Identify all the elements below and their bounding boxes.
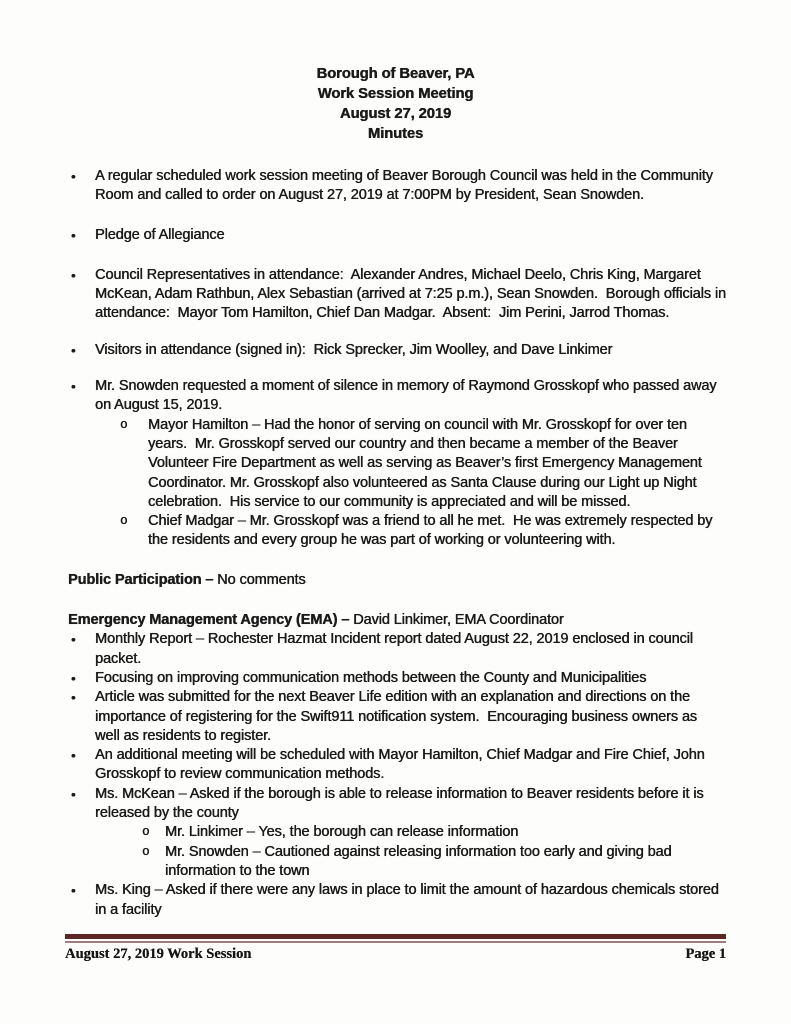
text-line: Coordinator. Mr. Grosskopf also volunteered as Santa Clause during our Light up Night (148, 474, 697, 491)
text-line: on August 15, 2019. (95, 397, 223, 414)
text-line: Mr. Snowden – Cautioned against releasing information too early and giving bad (165, 843, 672, 860)
bullet-item (68, 785, 791, 824)
bullet-marker: o (142, 825, 150, 840)
text-line: Visitors in attendance (signed in): Rick Sprecker, Jim Woolley, and Dave Linkimer (95, 341, 613, 358)
document-title (0, 64, 791, 144)
bullet-item (68, 630, 791, 669)
bullet-item (68, 341, 791, 360)
page-footer (65, 934, 726, 963)
bullet-item (68, 746, 791, 785)
bullet-marker: o (142, 844, 150, 859)
text-line: Volunteer Fire Department as well as serving as Beaver’s first Emergency Management (148, 455, 702, 472)
text-line: importance of registering for the Swift911 notification system. Encouraging business owners as (95, 708, 697, 725)
section-heading-label: Public Participation – (68, 572, 214, 589)
bullet-marker: • (71, 670, 76, 686)
bullet-item (68, 688, 791, 746)
text-line: McKean, Adam Rathbun, Alex Sebastian (arrived at 7:25 p.m.), Sean Snowden. Borough officials in (95, 286, 726, 303)
text-line: Monthly Report – Rochester Hazmat Incident report dated August 22, 2019 enclosed in council (95, 631, 693, 648)
section-heading (68, 571, 791, 590)
text-line: well as residents to register. (95, 727, 271, 744)
text-line: An additional meeting will be scheduled with Mayor Hamilton, Chief Madgar and Fire Chief, John (95, 747, 705, 764)
bullet-marker: • (71, 169, 76, 184)
text-line: celebration. His service to our community is appreciated and will be missed. (148, 493, 631, 510)
text-line: Ms. King – Asked if there were any laws in place to limit the amount of hazardous chemicals stored (95, 882, 719, 899)
sub-bullet-item (68, 512, 791, 551)
footer-rule-thick (65, 934, 726, 939)
bullet-marker: • (71, 632, 76, 648)
text-line: Mr. Linkimer – Yes, the borough can release information (165, 824, 519, 841)
bullet-marker: • (71, 379, 76, 395)
bullet-marker: • (71, 342, 76, 358)
bullet-marker: • (71, 267, 76, 283)
text-line: years. Mr. Grosskopf served our country and then became a member of the Beaver (148, 435, 678, 452)
bullet-marker: o (120, 417, 128, 432)
text-line: Mayor Hamilton – Had the honor of serving on council with Mr. Grosskopf for over ten (148, 416, 687, 433)
bullet-item (68, 669, 791, 688)
text-line: Room and called to order on August 27, 2019 at 7:00PM by President, Sean Snowden. (95, 187, 644, 204)
section-heading-text: David Linkimer, EMA Coordinator (349, 612, 564, 629)
text-line: Grosskopf to review communication methods. (95, 766, 385, 783)
bullet-item (68, 377, 791, 416)
document-body (0, 64, 791, 920)
bullet-marker: • (71, 748, 76, 764)
sub-bullet-item (68, 843, 791, 882)
bullet-marker: • (71, 883, 76, 899)
document-title-line: Work Session Meeting (317, 86, 474, 102)
text-line: Ms. McKean – Asked if the borough is able to release information to Beaver residents before it is (95, 785, 704, 802)
text-line: the residents and every group he was part of working or volunteering with. (148, 532, 616, 549)
bullet-item (68, 167, 791, 206)
text-line: Article was submitted for the next Beaver Life edition with an explanation and directions on the (95, 689, 690, 706)
footer-session-label: August 27, 2019 Work Session (65, 946, 252, 962)
text-line: packet. (95, 650, 142, 667)
text-line: Pledge of Allegiance (95, 227, 225, 244)
document-title-line: Minutes (367, 126, 424, 142)
text-line: Chief Madgar – Mr. Grosskopf was a friend to all he met. He was extremely respected by (148, 513, 713, 530)
sub-bullet-item (68, 823, 791, 842)
footer-page-number: Page 1 (685, 946, 726, 962)
text-line: in a facility (95, 901, 162, 918)
bullet-item (68, 881, 791, 920)
bullet-marker: o (120, 514, 128, 529)
section-heading (68, 611, 791, 630)
text-line: released by the county (95, 805, 239, 822)
section-heading-label: Emergency Management Agency (EMA) – (68, 612, 350, 629)
bullet-marker: • (71, 690, 76, 706)
text-line: attendance: Mayor Tom Hamilton, Chief Dan Madgar. Absent: Jim Perini, Jarrod Thomas. (95, 305, 670, 322)
bullet-item (68, 266, 791, 324)
text-line: Council Representatives in attendance: Alexander Andres, Michael Deelo, Chris King, Margaret (95, 266, 701, 283)
text-line: A regular scheduled work session meeting of Beaver Borough Council was held in the Community (95, 168, 713, 184)
text-line: Focusing on improving communication methods between the County and Municipalities (95, 669, 647, 686)
section-heading-text: No comments (213, 572, 306, 589)
document-title-line: August 27, 2019 (339, 106, 452, 122)
text-line: information to the town (165, 862, 310, 879)
document-title-line: Borough of Beaver, PA (316, 66, 475, 82)
bullet-marker: • (71, 786, 76, 802)
text-line: Mr. Snowden requested a moment of silence in memory of Raymond Grosskopf who passed away (95, 378, 717, 395)
sub-bullet-item (68, 416, 791, 512)
bullet-item (68, 226, 791, 245)
bullet-marker: • (71, 228, 76, 244)
footer-rule-thin (65, 941, 726, 943)
